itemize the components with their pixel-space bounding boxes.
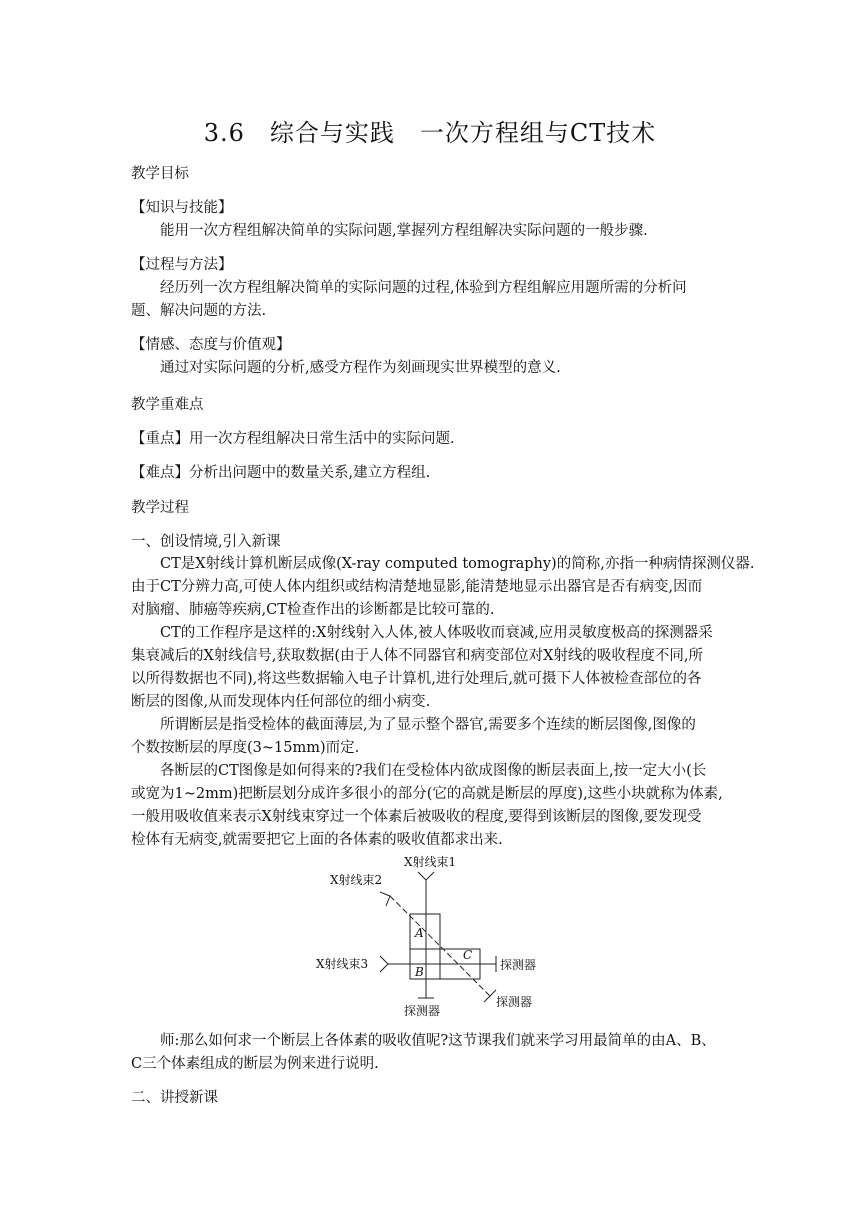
process-method-heading: 【过程与方法】 xyxy=(131,257,233,273)
page-title: 3.6 综合与实践 一次方程组与CT技术 xyxy=(203,119,657,147)
paragraph-1-line-3: 对脑瘤、肺癌等疾病,CT检查作出的诊断都是比较可靠的. xyxy=(131,602,495,618)
beam-3-source-top xyxy=(380,956,388,964)
paragraph-4-line-4: 检体有无病变,就需要把它上面的各体素的吸收值都求出来. xyxy=(131,832,503,848)
focus-point: 【重点】用一次方程组解决日常生活中的实际问题. xyxy=(131,431,455,447)
paragraph-3-line-1: 所谓断层是指受检体的截面薄层,为了显示整个器官,需要多个连续的断层图像,图像的 xyxy=(160,717,696,733)
paragraph-2-line-2: 集衰减后的X射线信号,获取数据(由于人体不同器官和病变部位对X射线的吸收程度不同,所 xyxy=(131,648,704,664)
voxel-b-label: B xyxy=(415,965,424,979)
beam-1-source-right xyxy=(426,872,434,880)
beam-1-label: X射线束1 xyxy=(404,855,457,869)
voxel-a-label: A xyxy=(415,926,424,940)
paragraph-4-line-2: 或宽为1~2mm)把断层划分成许多很小的部分(它的高就是断层的厚度),这些小块就称为体素, xyxy=(131,786,723,802)
process-method-line-1: 经历列一次方程组解决简单的实际问题的过程,体验到方程组解应用题所需的分析问 xyxy=(160,280,687,296)
part-2-heading: 二、讲授新课 xyxy=(131,1090,218,1106)
detector-right-label: 探测器 xyxy=(500,958,537,972)
part-1-heading: 一、创设情境,引入新课 xyxy=(131,534,281,550)
section-key-points: 教学重难点 xyxy=(131,397,204,413)
x-ray-beams xyxy=(380,872,496,1002)
paragraph-1-line-1: CT是X射线计算机断层成像(X-ray computed tomography)的简称,亦指一种病情探测仪器. xyxy=(160,556,755,572)
paragraph-3-line-2: 个数按断层的厚度(3~15mm)而定. xyxy=(131,740,360,756)
section-goals: 教学目标 xyxy=(131,166,189,182)
ct-voxel-diagram xyxy=(300,852,560,1022)
voxel-c-label: C xyxy=(463,948,473,962)
emotion-heading: 【情感、态度与价值观】 xyxy=(131,337,291,353)
knowledge-text: 能用一次方程组解决简单的实际问题,掌握列方程组解决实际问题的一般步骤. xyxy=(160,223,648,239)
paragraph-4-line-3: 一般用吸收值来表示X射线束穿过一个体素后被吸收的程度,要得到该断层的图像,要发现受 xyxy=(131,809,702,825)
paragraph-5-line-2: C三个体素组成的断层为例来进行说明. xyxy=(131,1056,379,1072)
section-process: 教学过程 xyxy=(131,500,189,516)
beam-2-source-bottom xyxy=(386,896,390,906)
beam-2-label: X射线束2 xyxy=(330,873,383,887)
beam-1-source-left xyxy=(418,872,426,880)
paragraph-2-line-4: 断层的图像,从而发现体内任何部位的细小病变. xyxy=(131,694,431,710)
paragraph-2-line-3: 以所得数据也不同),将这些数据输入电子计算机,进行处理后,就可摄下人体被检查部位的各 xyxy=(131,671,702,687)
emotion-text: 通过对实际问题的分析,感受方程作为刻画现实世界模型的意义. xyxy=(160,360,561,376)
beam-3-source-bottom xyxy=(380,964,388,972)
difficulty-point: 【难点】分析出问题中的数量关系,建立方程组. xyxy=(131,465,431,481)
paragraph-5-line-1: 师:那么如何求一个断层上各体素的吸收值呢?这节课我们就来学习用最简单的由A、B、 xyxy=(160,1033,716,1049)
paragraph-2-line-1: CT的工作程序是这样的:X射线射入人体,被人体吸收而衰减,应用灵敏度极高的探测器采 xyxy=(160,625,713,641)
beam-3-label: X射线束3 xyxy=(316,957,369,971)
detector-bottom-label: 探测器 xyxy=(404,1004,441,1018)
process-method-line-2: 题、解决问题的方法. xyxy=(131,303,267,319)
paragraph-1-line-2: 由于CT分辨力高,可使人体内组织或结构清楚地显影,能清楚地显示出器官是否有病变,因而 xyxy=(131,579,703,595)
paragraph-4-line-1: 各断层的CT图像是如何得来的?我们在受检体内欲成图像的断层表面上,按一定大小(长 xyxy=(160,763,707,779)
knowledge-heading: 【知识与技能】 xyxy=(131,200,233,216)
detector-diagonal-label: 探测器 xyxy=(496,995,533,1009)
beam-2-source-top xyxy=(380,892,390,896)
